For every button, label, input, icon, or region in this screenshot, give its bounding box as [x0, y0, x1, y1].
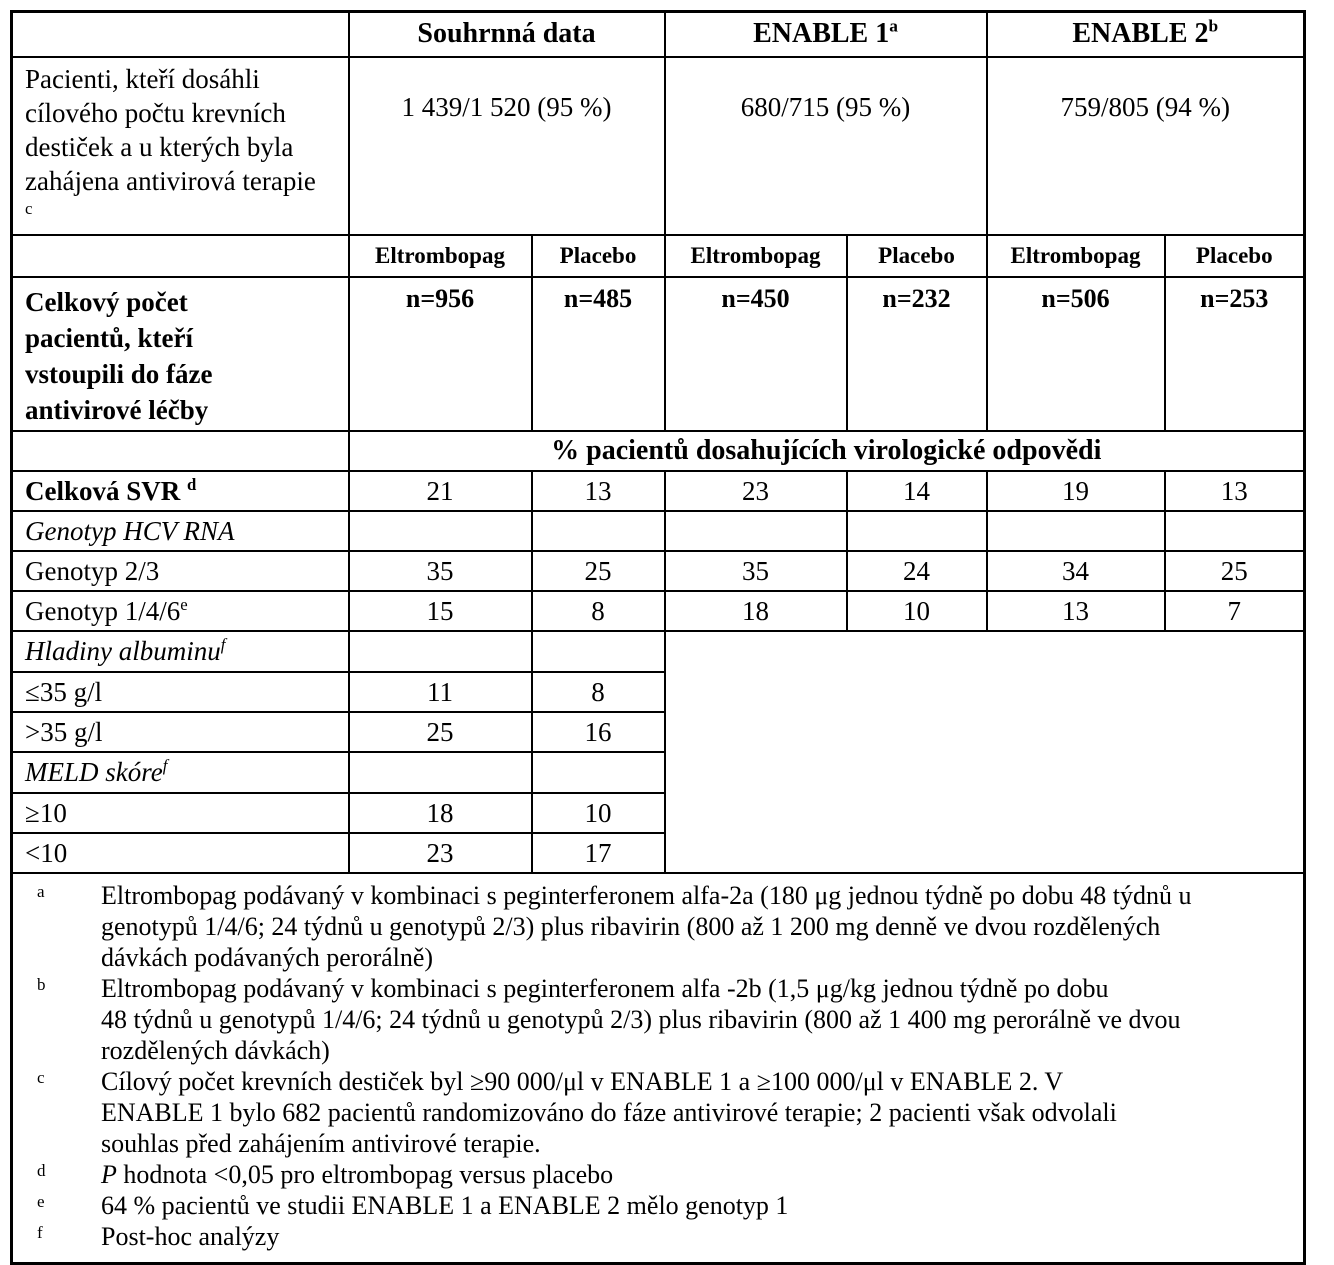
study-header-row [12, 12, 1305, 57]
meld-ge10-value: 18 [349, 793, 532, 833]
genotype-1-4-6-footnote-marker: e [180, 594, 188, 614]
overall-svr-footnote-marker: d [187, 474, 197, 494]
albumin-group-footnote-marker: f [220, 635, 226, 654]
genotype-group-row [12, 511, 1305, 551]
footnotes-cell [12, 873, 1305, 1264]
section-header-row [12, 431, 1305, 471]
total-patients-value: n=253 [1165, 277, 1305, 431]
meld-ge10-value: 10 [532, 793, 665, 833]
meld-lt10-value: 17 [532, 833, 665, 873]
platelet-target-row [12, 57, 1305, 235]
albumin-le35-value: 11 [349, 672, 532, 712]
virologic-response-section-header: % pacientů dosahujících virologické odpovědi [349, 431, 1305, 471]
pooled-placebo-header: Placebo [532, 235, 665, 277]
meld-group-label: MELD skóre$^f$ [12, 752, 349, 793]
empty-cell [1165, 511, 1305, 551]
albumin-gt35-value: 16 [532, 712, 665, 752]
enable1-eltrombopag-header: Eltrombopag [665, 235, 847, 277]
empty-cell [665, 511, 847, 551]
albumin-gt35-value: 25 [349, 712, 532, 752]
enable1-footnote-marker: a [889, 16, 898, 36]
enable2-placebo-header: Placebo [1165, 235, 1305, 277]
footnote-a: a Eltrombopag podávaný v kombinaci s peginterferonem alfa-2a (180 μg jednou týdně po dobu 48 týdnů u genotypů 1/4/6; 24 týdnů u genotypů 2/3) plus ribavirin (800 až 1 200 mg denně ve dvou rozdělených dávkách podávaných perorálně) [13, 880, 1293, 973]
empty-cell [532, 511, 665, 551]
genotype-1-4-6-value: 18 [665, 591, 847, 631]
total-patients-value: n=450 [665, 277, 847, 431]
total-patients-label: Celkový počet pacientů, kteří vstoupili do fáze antivirové léčby [12, 277, 349, 431]
empty-cell [987, 511, 1165, 551]
total-patients-value: n=506 [987, 277, 1165, 431]
genotype-group-label: Genotyp HCV RNA [12, 511, 349, 551]
meld-ge10-label: ≥10 [12, 793, 349, 833]
pooled-data-header: Souhrnná data [349, 12, 665, 57]
footnotes-row [12, 873, 1305, 1264]
genotype-1-4-6-label: Genotyp 1/4/6e [12, 591, 349, 631]
genotype-1-4-6-value: 7 [1165, 591, 1305, 631]
total-patients-value: n=232 [847, 277, 987, 431]
platelet-target-label: Pacienti, kteří dosáhli cílového počtu krevních destiček a u kterých byla zahájena antivirová terapie $^c$ [12, 57, 349, 235]
total-patients-row [12, 277, 1305, 431]
genotype-1-4-6-value: 10 [847, 591, 987, 631]
enable1-header: ENABLE 1$^a$ [665, 12, 987, 57]
genotype-1-4-6-row [12, 591, 1305, 631]
overall-svr-value: 21 [349, 471, 532, 511]
platelet-target-footnote-marker: c [25, 198, 33, 218]
meld-lt10-value: 23 [349, 833, 532, 873]
footnote-e-marker: e [37, 1191, 45, 1211]
overall-svr-row [12, 471, 1305, 511]
platelet-target-enable2-value: 759/805 (94 %) [987, 57, 1305, 235]
albumin-group-row [12, 631, 1305, 672]
platelet-target-enable1-value: 680/715 (95 %) [665, 57, 987, 235]
meld-group-footnote-marker: f [162, 756, 168, 775]
footnote-c: c Cílový počet krevních destiček byl ≥90 000/μl v ENABLE 1 a ≥100 000/μl v ENABLE 2. V ENABLE 1 bylo 682 pacientů randomizováno do fáze antivirové terapie; 2 pacienti však odvolali souhlas před zahájením antivirové terapie. [13, 1066, 1293, 1159]
genotype-2-3-value: 35 [349, 551, 532, 591]
genotype-2-3-label: Genotyp 2/3 [12, 551, 349, 591]
corner-empty-cell [12, 12, 349, 57]
enable2-footnote-marker: b [1208, 16, 1219, 36]
overall-svr-value: 23 [665, 471, 847, 511]
total-patients-value: n=485 [532, 277, 665, 431]
overall-svr-value: 13 [532, 471, 665, 511]
albumin-le35-value: 8 [532, 672, 665, 712]
overall-svr-value: 13 [1165, 471, 1305, 511]
footnote-b-marker: b [37, 974, 46, 994]
genotype-1-4-6-value: 13 [987, 591, 1165, 631]
pooled-eltrombopag-header: Eltrombopag [349, 235, 532, 277]
footnote-f-marker: f [37, 1222, 43, 1242]
overall-svr-value: 14 [847, 471, 987, 511]
empty-cell [532, 752, 665, 793]
arm-header-empty-cell [12, 235, 349, 277]
footnote-d: d P hodnota <0,05 pro eltrombopag versus placebo [13, 1159, 1293, 1190]
footnote-a-marker: a [37, 881, 45, 901]
genotype-2-3-value: 34 [987, 551, 1165, 591]
total-patients-value: n=956 [349, 277, 532, 431]
empty-cell [349, 511, 532, 551]
enable2-eltrombopag-header: Eltrombopag [987, 235, 1165, 277]
empty-cell [847, 511, 987, 551]
genotype-2-3-value: 24 [847, 551, 987, 591]
albumin-gt35-label: >35 g/l [12, 712, 349, 752]
albumin-le35-label: ≤35 g/l [12, 672, 349, 712]
albumin-group-label: Hladiny albuminu$^f$ [12, 631, 349, 672]
empty-cell [349, 752, 532, 793]
enable1-placebo-header: Placebo [847, 235, 987, 277]
overall-svr-value: 19 [987, 471, 1165, 511]
footnote-b: b Eltrombopag podávaný v kombinaci s peginterferonem alfa -2b (1,5 μg/kg jednou týdně po dobu 48 týdnů u genotypů 1/4/6; 24 týdnů u genotypů 2/3) plus ribavirin (800 až 1 400 mg perorálně ve dvou rozdělených dávkách) [13, 973, 1293, 1066]
genotype-1-4-6-value: 15 [349, 591, 532, 631]
merged-empty-region [665, 631, 1305, 873]
section-header-empty-cell [12, 431, 349, 471]
platelet-target-pooled-value: 1 439/1 520 (95 %) [349, 57, 665, 235]
enable2-header: ENABLE 2$^b$ [987, 12, 1305, 57]
footnote-d-marker: d [37, 1160, 46, 1180]
overall-svr-label: Celková SVR $^d$ [12, 471, 349, 511]
genotype-1-4-6-value: 8 [532, 591, 665, 631]
empty-cell [349, 631, 532, 672]
genotype-2-3-row [12, 551, 1305, 591]
genotype-2-3-value: 25 [1165, 551, 1305, 591]
footnote-e: e 64 % pacientů ve studii ENABLE 1 a ENABLE 2 mělo genotyp 1 [13, 1190, 1293, 1221]
treatment-arm-header-row [12, 235, 1305, 277]
footnote-c-marker: c [37, 1067, 45, 1087]
enable-results-table [10, 10, 1306, 1265]
genotype-2-3-value: 35 [665, 551, 847, 591]
genotype-2-3-value: 25 [532, 551, 665, 591]
empty-cell [532, 631, 665, 672]
meld-lt10-label: <10 [12, 833, 349, 873]
footnote-f: f Post-hoc analýzy [13, 1221, 1293, 1252]
